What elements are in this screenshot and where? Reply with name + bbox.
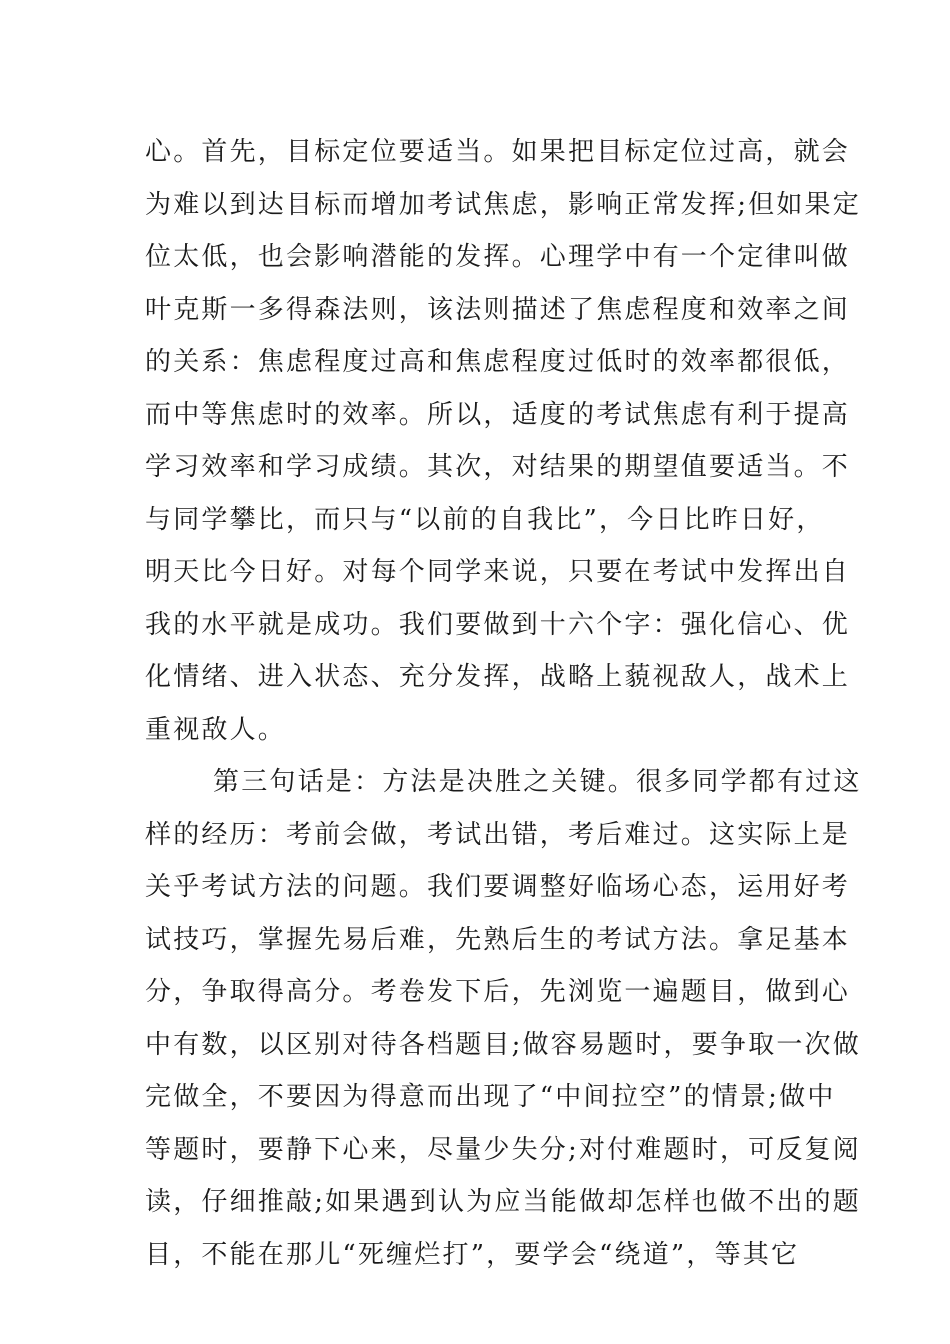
- text-line: 化情绪、进入状态、充分发挥，战略上藐视敌人，战术上: [145, 662, 851, 692]
- text-line: 我的水平就是成功。我们要做到十六个字：强化信心、优: [145, 609, 851, 640]
- text-line: 分，争取得高分。考卷发下后，先浏览一遍题目，做到心: [145, 977, 851, 1007]
- text-line: 心。首先，目标定位要适当。如果把目标定位过高，就会: [145, 137, 851, 167]
- text-line: 等题时，要静下心来，尽量少失分;对付难题时，可反复阅: [145, 1134, 861, 1165]
- text-line: 完做全，不要因为得意而出现了“中间拉空”的情景;做中: [145, 1082, 836, 1112]
- text-line: 为难以到达目标而增加考试焦虑，影响正常发挥;但如果定: [145, 189, 861, 220]
- text-line: 样的经历：考前会做，考试出错，考后难过。这实际上是: [145, 819, 851, 850]
- text-line: 中有数，以区别对待各档题目;做容易题时，要争取一次做: [145, 1029, 861, 1060]
- text-line: 学习效率和学习成绩。其次，对结果的期望值要适当。不: [145, 452, 851, 482]
- text-line: 与同学攀比，而只与“以前的自我比”，今日比昨日好，: [145, 504, 825, 535]
- text-line: 关乎考试方法的问题。我们要调整好临场心态，运用好考: [145, 872, 851, 902]
- text-line: 位太低，也会影响潜能的发挥。心理学中有一个定律叫做: [145, 242, 851, 272]
- text-line: 重视敌人。: [145, 714, 287, 745]
- text-line: 的关系：焦虑程度过高和焦虑程度过低时的效率都很低，: [145, 347, 851, 377]
- paragraph-2: [145, 756, 862, 1281]
- text-line: 明天比今日好。对每个同学来说，只要在考试中发挥出自: [145, 557, 851, 587]
- paragraph-1: [145, 126, 861, 756]
- text-line-indented: 第三句话是：方法是决胜之关键。很多同学都有过这: [213, 767, 862, 797]
- text-line: 试技巧，掌握先易后难，先熟后生的考试方法。拿足基本: [145, 924, 851, 955]
- text-line: 叶克斯一多得森法则，该法则描述了焦虑程度和效率之间: [145, 294, 851, 325]
- document-body: [145, 126, 862, 1281]
- text-line: 读，仔细推敲;如果遇到认为应当能做却怎样也做不出的题: [145, 1187, 861, 1217]
- text-line: 而中等焦虑时的效率。所以，适度的考试焦虑有利于提高: [145, 399, 851, 430]
- text-line: 目，不能在那儿“死缠烂打”，要学会“绕道”，等其它: [145, 1239, 800, 1270]
